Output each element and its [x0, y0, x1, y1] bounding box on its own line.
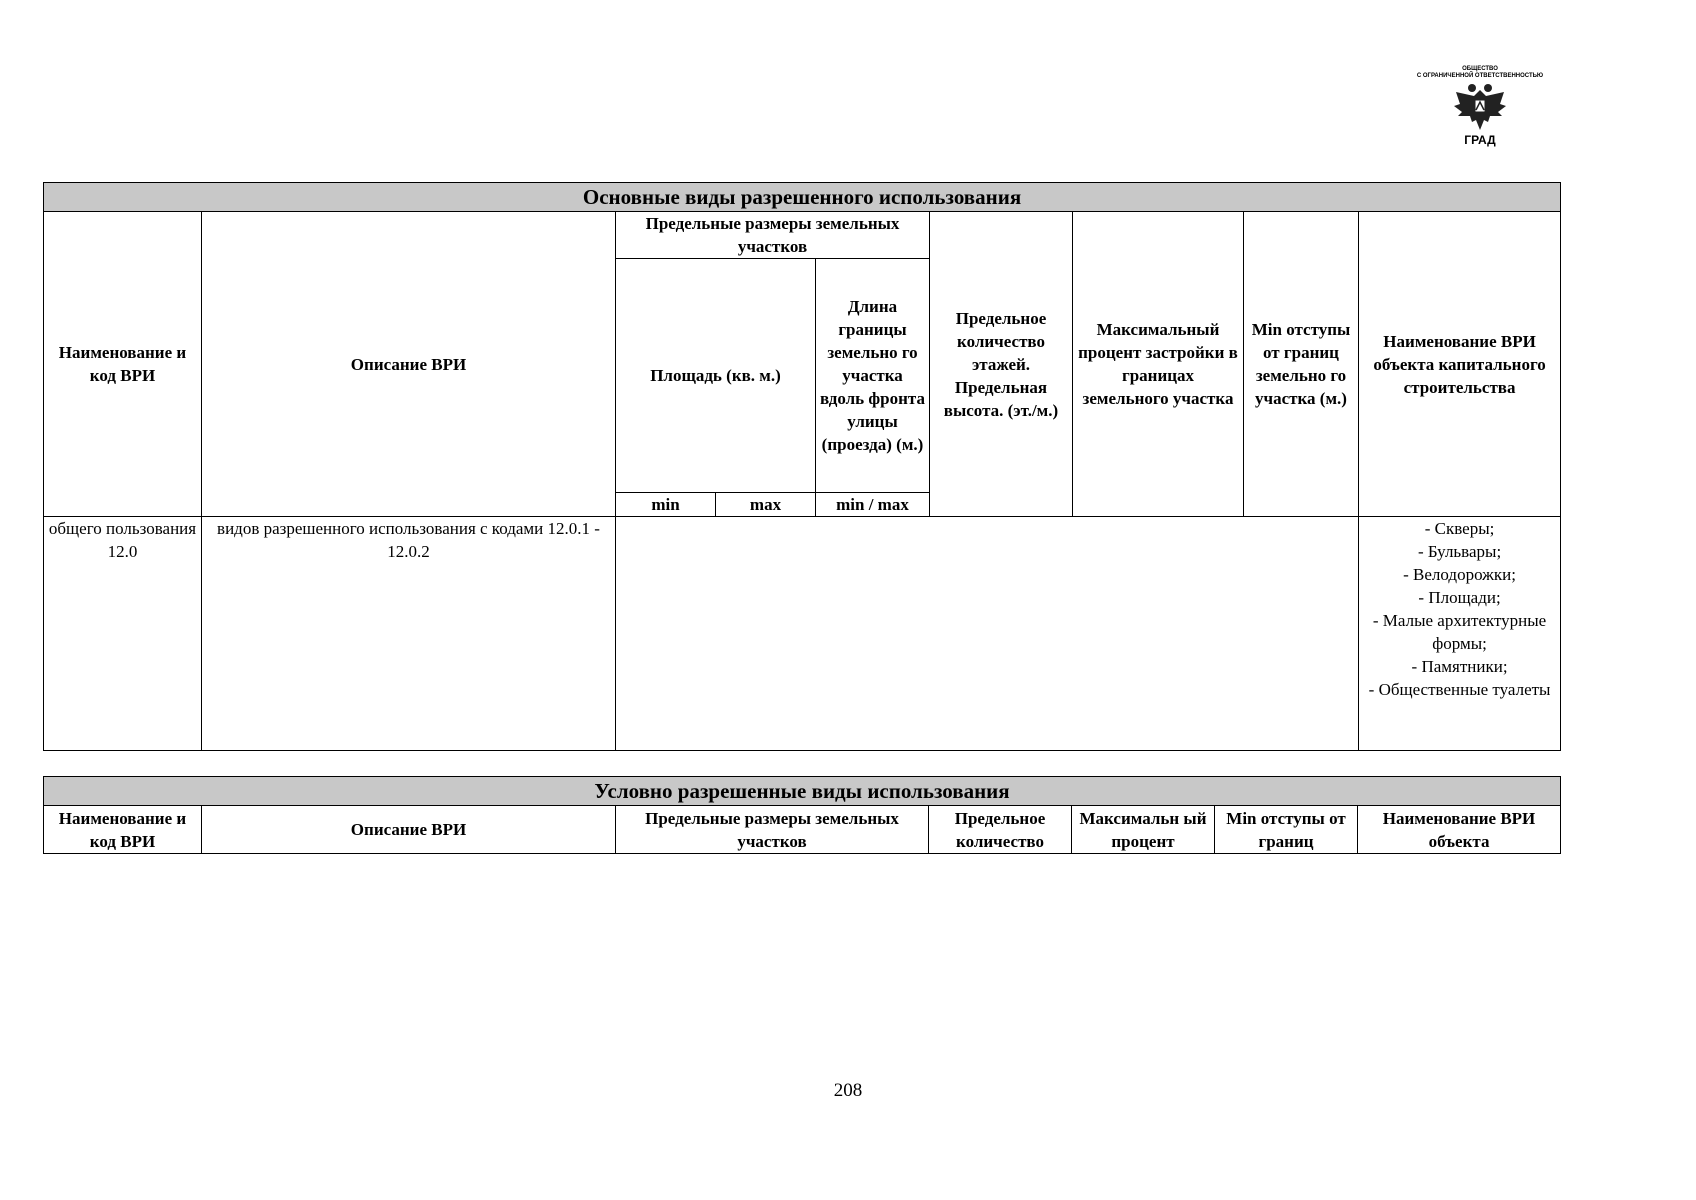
list-item: - Общественные туалеты [1368, 680, 1551, 699]
list-item: - Площади; [1418, 588, 1501, 607]
list-item: - Скверы; [1424, 519, 1495, 538]
cond-header-name-code: Наименование и код ВРИ [44, 806, 202, 854]
company-logo [1390, 66, 1570, 156]
header-frontage-min-max: min / max [816, 493, 930, 517]
header-coverage: Максимальный процент застройки в границах земельного участка [1073, 212, 1244, 517]
logo-line-1: ОБЩЕСТВО [1462, 66, 1498, 72]
header-name-code: Наименование и код ВРИ [44, 212, 202, 517]
cond-header-description: Описание ВРИ [202, 806, 616, 854]
eagle-emblem-icon [1452, 82, 1508, 134]
list-item: - Малые архитектурные формы; [1372, 611, 1547, 653]
row-objects [1359, 517, 1561, 751]
row-name-code: общего пользования 12.0 [44, 517, 202, 751]
cond-header-coverage: Максимальн ый процент [1072, 806, 1215, 854]
cond-header-object-name: Наименование ВРИ объекта [1358, 806, 1561, 854]
logo-line-2: С ОГРАНИЧЕННОЙ ОТВЕТСТВЕННОСТЬЮ [1416, 73, 1544, 79]
header-object-name: Наименование ВРИ объекта капитального строительства [1359, 212, 1561, 517]
header-area-max: max [716, 493, 816, 517]
header-area: Площадь (кв. м.) [616, 259, 816, 493]
list-item: - Бульвары; [1417, 542, 1502, 561]
logo-brand: ГРАД [1464, 133, 1496, 147]
header-description: Описание ВРИ [202, 212, 616, 517]
page-number: 208 [833, 1080, 863, 1101]
cond-header-setbacks: Min отступы от границ [1215, 806, 1358, 854]
list-item: - Велодорожки; [1403, 565, 1516, 584]
row-empty-parameters [616, 517, 1359, 751]
main-table-title: Основные виды разрешенного использования [44, 183, 1561, 212]
list-item: - Памятники; [1411, 657, 1508, 676]
row-description: видов разрешенного использования с кодами 12.0.1 - 12.0.2 [202, 517, 616, 751]
header-area-min: min [616, 493, 716, 517]
cond-header-plot-limits: Предельные размеры земельных участков [616, 806, 929, 854]
conditional-use-types-table [43, 776, 1561, 854]
cond-header-floors: Предельное количество [929, 806, 1072, 854]
header-floors: Предельное количество этажей. Предельная высота. (эт./м.) [930, 212, 1073, 517]
main-use-types-table [43, 182, 1561, 751]
header-setbacks: Min отступы от границ земельно го участка (м.) [1244, 212, 1359, 517]
header-plot-limits: Предельные размеры земельных участков [616, 212, 930, 259]
header-frontage: Длина границы земельно го участка вдоль фронта улицы (проезда) (м.) [816, 259, 930, 493]
conditional-table-title: Условно разрешенные виды использования [44, 777, 1561, 806]
